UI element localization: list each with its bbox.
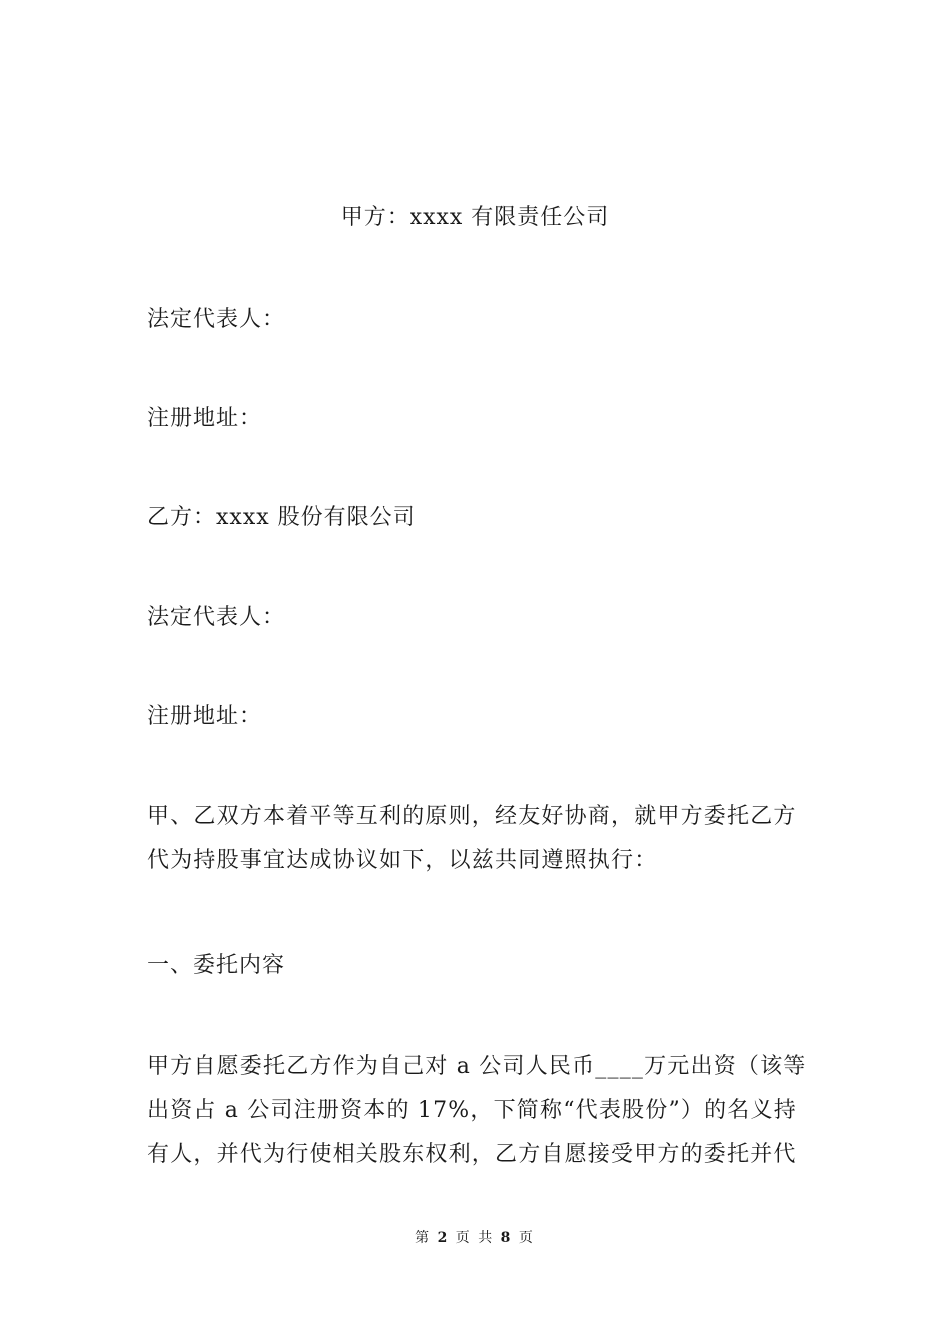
party-b-title: 乙方：xxxx 股份有限公司 [147, 505, 416, 530]
party-a-representative: 法定代表人： [147, 307, 286, 332]
intro-paragraph [147, 795, 812, 883]
section-1-line: 甲方自愿委托乙方作为自己对 a 公司人民币____万元出资（该等 [147, 1054, 807, 1079]
section-1-line: 有人，并代为行使相关股东权利，乙方自愿接受甲方的委托并代 [147, 1142, 797, 1167]
section-1-line: 出资占 a 公司注册资本的 17%，下简称“代表股份”）的名义持 [147, 1098, 797, 1123]
footer-page-current: 2 [437, 1230, 450, 1246]
footer-suffix: 页 [518, 1230, 535, 1246]
footer-prefix: 第 [415, 1230, 432, 1246]
intro-line: 甲、乙双方本着平等互利的原则，经友好协商，就甲方委托乙方 [147, 804, 797, 829]
footer-page-total: 8 [500, 1230, 513, 1246]
party-b-representative: 法定代表人： [147, 605, 286, 630]
party-a-address: 注册地址： [147, 406, 263, 431]
party-a-title: 甲方：xxxx 有限责任公司 [340, 205, 610, 230]
section-1-heading: 一、委托内容 [147, 953, 286, 978]
page-footer [0, 1227, 950, 1247]
party-b-address: 注册地址： [147, 704, 263, 729]
section-1-paragraph [147, 1045, 812, 1177]
intro-line: 代为持股事宜达成协议如下，以兹共同遵照执行： [147, 848, 658, 873]
footer-middle: 页 共 [455, 1230, 495, 1246]
